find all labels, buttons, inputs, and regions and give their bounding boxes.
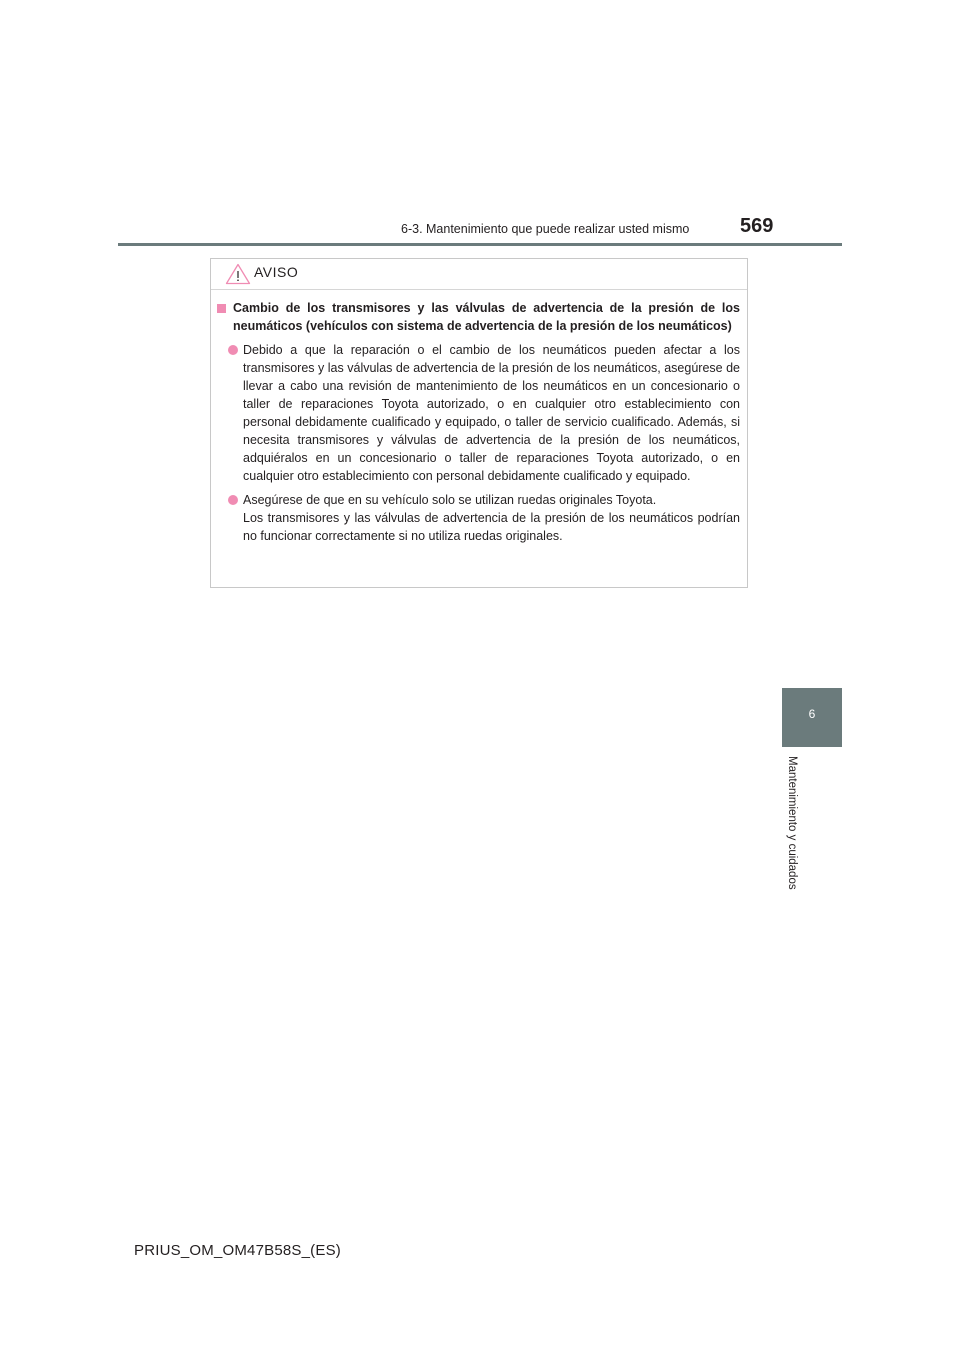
page-number: 569: [740, 215, 774, 237]
running-header-section: 6-3. Mantenimiento que puede realizar usted mismo: [401, 222, 690, 236]
warning-box: [210, 258, 748, 588]
warning-label: AVISO: [254, 264, 299, 280]
warning-bullet-continuation: Los transmisores y las válvulas de advertencia de la presión de los neumáticos podrían no funcionar correctamente si no utiliza ruedas originales.: [243, 511, 740, 543]
warning-bullet: [216, 491, 740, 545]
warning-bullet: [216, 341, 740, 485]
warning-body: [216, 299, 740, 551]
warning-section-title: Cambio de los transmisores y las válvulas de advertencia de la presión de los neumáticos (vehículos con sistema de advertencia de la presión de los neumáticos): [233, 301, 740, 333]
chapter-title: Mantenimiento y cuidados: [786, 756, 798, 890]
chapter-tab: [782, 688, 842, 747]
warning-bullet-text: Debido a que la reparación o el cambio de los neumáticos pueden afectar a los transmisores y las válvulas de advertencia de la presión de los neumáticos, asegúrese de llevar a cabo una revisión de mantenimiento de los neumáticos en un concesionario o taller de reparaciones Toyota autorizado, o en cualquier otro establecimiento con personal debidamente cualificado y equipado, o taller de servicio cualificado. Además, si necesita transmisores y válvulas de advertencia de la presión de los neumáticos, adquiéralos en un concesionario o taller de reparaciones Toyota autorizado, o en cualquier otro establecimiento con personal debidamente cualificado y equipado.: [243, 343, 740, 483]
chapter-number: 6: [808, 707, 816, 721]
warning-triangle-icon: [225, 263, 251, 285]
warning-section: [216, 299, 740, 335]
chapter-title-wrap: [786, 756, 806, 906]
footer-doc-code: PRIUS_OM_OM47B58S_(ES): [134, 1242, 341, 1259]
circle-bullet-icon: [228, 345, 238, 355]
warning-header: [211, 259, 747, 290]
circle-bullet-icon: [228, 495, 238, 505]
square-bullet-icon: [217, 304, 226, 313]
header-rule: [118, 243, 842, 246]
warning-bullet-text: Asegúrese de que en su vehículo solo se utilizan ruedas originales Toyota.: [243, 493, 657, 507]
